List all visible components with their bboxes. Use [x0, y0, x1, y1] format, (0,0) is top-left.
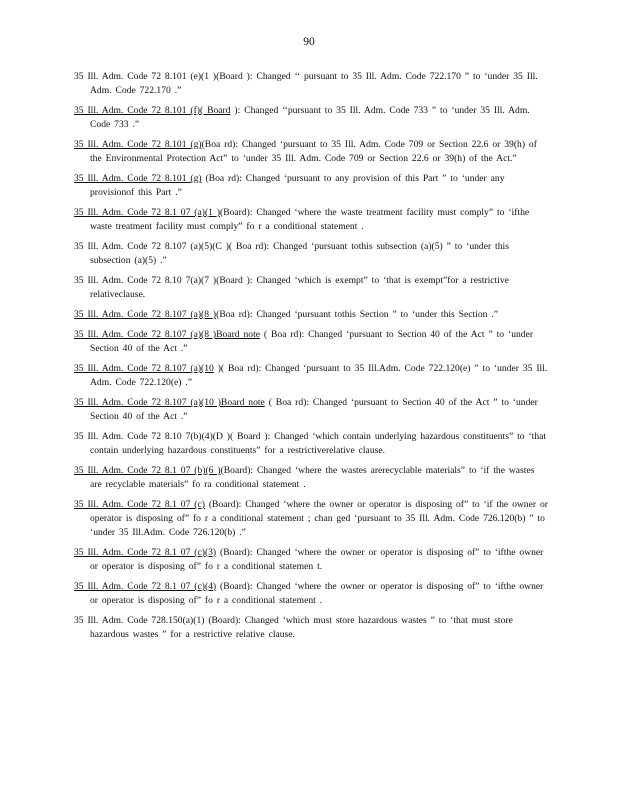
amendment-entry [74, 240, 548, 268]
entry-citation: 35 Ill. Adm. Code 72 8.107 (a)(10 )Board note [74, 397, 265, 409]
entry-text: ): Changed ‘‘pursuant to 35 Ill. Adm. Code 733 ” to ‘under 35 Ill. Adm. Code 733 .” [90, 104, 530, 130]
amendment-entry [74, 172, 548, 200]
entry-text: (Board): Changed ‘which must store hazardous wastes ” to ‘that must store hazardous wastes ” for a restrictive relative clause. [90, 614, 513, 640]
entry-text: (Board): Changed ‘where the owner or operator is disposing of” to ‘ifthe owner or operator is disposing of” fo r a conditional statemen t. [90, 546, 544, 572]
entry-citation: 35 Ill. Adm. Code 72 8.101 (e)(1 )(Board [74, 71, 243, 82]
entry-citation: 35 Ill. Adm. Code 72 8.107 (a)(8 ) [74, 308, 217, 320]
entry-citation: 35 Ill. Adm. Code 72 8.1 07 (a)(1 ) [74, 206, 221, 218]
entry-citation: 35 Ill. Adm. Code 72 8.1 07 (c) [74, 499, 205, 510]
entry-text: (Boa rd): Changed ‘pursuant tothis Section ” to ‘under this Section .” [216, 308, 499, 320]
amendment-entry [74, 138, 548, 166]
entry-citation: 35 Ill. Adm. Code 72 8.101 (g) [74, 172, 202, 184]
entry-text: (Board): Changed ‘where the owner or operator is disposing of” to ‘ifthe owner or operator is disposing of” fo r a conditional statement . [90, 580, 544, 606]
entry-citation: 35 Ill. Adm. Code 72 8.107 (a)(5)(C [74, 240, 222, 252]
entry-text: (Boa rd): Changed ‘pursuant to 35 Ill. Adm. Code 709 or Section 22.6 or 39(h) of the Environmental Protection Act” to ‘under 35 Ill. Adm. Code 709 or Section 22.6 or 39(h) of the Act.” [90, 138, 537, 164]
entry-citation: 35 Ill. Adm. Code 72 8.101 (g) [74, 138, 202, 150]
page-number: 90 [303, 36, 315, 48]
entry-text: ( Boa rd): Changed ‘pursuant to Section 40 of the Act ” to ‘under Section 40 of the Act .” [90, 397, 538, 422]
entry-text: ( Boa rd): Changed ‘pursuant to Section 40 of the Act ” to ‘under Section 40 of the Act .” [90, 329, 534, 354]
entry-citation: 35 Ill. Adm. Code 72 8.1 07 (c)(3) [74, 546, 217, 558]
amendment-entry [74, 430, 548, 458]
entry-text: (Board): Changed ‘where the owner or operator is disposing of” to ‘if the owner or operator is disposing of” fo r a conditional statement ; chan ged ‘pursuant to 35 Ill. Adm. Code 726.120(b) ” to ‘under 35 Ill.Adm. Code 726.120(b) .” [90, 499, 548, 538]
entry-text: ): Changed ‘which is exempt” to ‘that is exempt”for a restrictive relativeclause. [90, 274, 509, 300]
amendment-entry [74, 70, 548, 98]
amendment-entry [74, 396, 548, 424]
amendment-entry [74, 580, 548, 608]
amendment-list [74, 70, 548, 648]
amendment-entry [74, 104, 548, 132]
amendment-entry [74, 546, 548, 574]
entry-citation: 35 Ill. Adm. Code 72 8.10 7(b)(4)(D [74, 431, 223, 443]
entry-citation: 35 Ill. Adm. Code 72 8.101 (f)( Board [74, 104, 231, 116]
entry-text: )( Boa rd): Changed ‘pursuant to 35 Ill.Adm. Code 722.120(e) ” to ‘under 35 Ill. Adm. Code 722.120(e) .” [90, 363, 548, 388]
amendment-entry [74, 498, 548, 539]
entry-text: (Board): Changed ‘where the waste treatment facility must comply” to ‘ifthe waste treatment facility must comply” fo r a conditional statement . [90, 206, 530, 232]
entry-citation: 35 Ill. Adm. Code 72 8.107 (a)(8 )Board note [74, 329, 260, 341]
entry-citation: 35 Ill. Adm. Code 72 8.10 7(a)(7 )(Board [74, 274, 243, 286]
entry-citation: 35 Ill. Adm. Code 728.150(a)(1) [74, 614, 205, 626]
amendment-entry [74, 274, 548, 302]
entry-text: (Boa rd): Changed ‘pursuant to any provision of this Part ” to ‘under any provisionof this Part .” [90, 172, 505, 198]
entry-citation: 35 Ill. Adm. Code 72 8.107 (a)(10 [74, 363, 214, 375]
amendment-entry [74, 206, 548, 234]
amendment-entry [74, 362, 548, 390]
amendment-entry [74, 614, 548, 642]
entry-text: )( Board ): Changed ‘which contain underlying hazardous constituents” to ‘that contain underlying hazardous constituents” for a restrictiverelative clause. [90, 431, 547, 456]
amendment-entry [74, 328, 548, 356]
amendment-entry [74, 464, 548, 492]
entry-text: (Board): Changed ‘where the wastes arerecyclable materials” to ‘if the wastes are recyclable materials” fo ra conditional statement . [90, 465, 535, 490]
entry-citation: 35 Ill. Adm. Code 72 8.1 07 (b)(6 ) [74, 465, 221, 477]
entry-text: )( Boa rd): Changed ‘pursuant tothis subsection (a)(5) ” to ‘under this subsection (a)(5) .” [90, 240, 509, 266]
amendment-entry [74, 308, 548, 322]
entry-text: ): Changed ‘‘ pursuant to 35 Ill. Adm. Code 722.170 ” to ‘under 35 Ill. Adm. Code 722.170 .” [90, 71, 538, 96]
entry-citation: 35 Ill. Adm. Code 72 8.1 07 (c)(4) [74, 580, 217, 592]
